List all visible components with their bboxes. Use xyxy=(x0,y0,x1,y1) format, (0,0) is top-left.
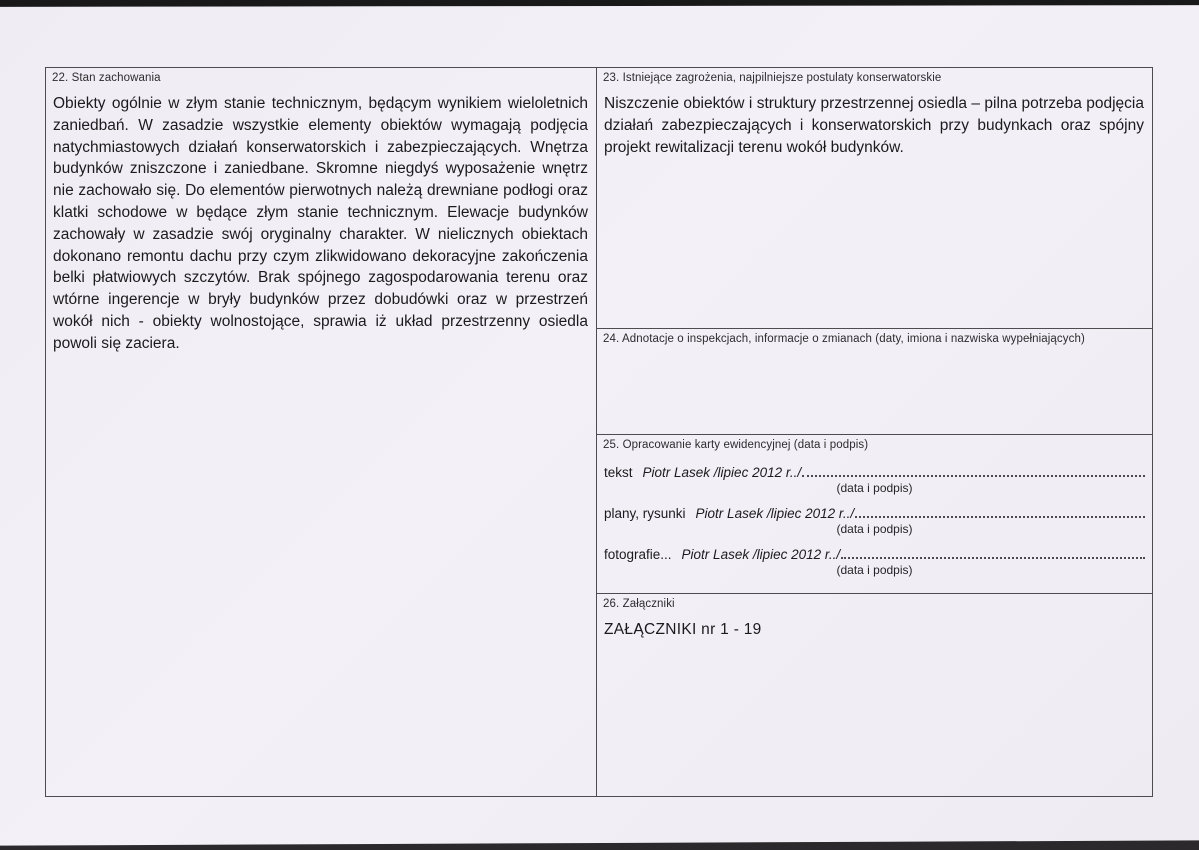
signature-line xyxy=(604,506,1145,521)
right-column xyxy=(597,68,1152,796)
section-22-cell xyxy=(46,68,597,796)
section-26-header: 26. Załączniki xyxy=(603,598,675,610)
signature-value: Piotr Lasek /lipiec 2012 r../ xyxy=(642,465,802,480)
signature-block xyxy=(597,465,1152,577)
signature-caption: (data i podpis) xyxy=(836,481,913,495)
signature-value: Piotr Lasek /lipiec 2012 r../ xyxy=(695,506,855,521)
signature-label: plany, rysunki xyxy=(604,506,686,521)
section-22-text: Obiekty ogólnie w złym stanie technicznym, będącym wynikiem wieloletnich zaniedbań. W zasadzie wszystkie elementy obiektów wymagają podjęcia natychmiastowych działań konserwatorskich i zabezpieczających. Wnętrza budynków zniszczone i zaniedbane. Skromne niegdyś wyposażenie wnętrz nie zachowało się. Do elementów pierwotnych należą drewniane podłogi oraz klatki schodowe w będące złym stanie technicznym. Elewacje budynków zachowały w zasadzie swój oryginalny charakter. W nielicznych obiektach dokonano remontu dachu przy czym zlikwidowano dekoracyjne zakończenia belki płatwiowych szczytów. Brak spójnego zagospodarowania terenu oraz wtórne ingerencje w bryły budynków przez dobudówki oraz w przestrzeń wokół nich - obiekty wolnostojące, sprawia iż układ przestrzenny osiedla powoli się zaciera. xyxy=(53,95,588,352)
section-22-header: 22. Stan zachowania xyxy=(52,72,161,84)
section-23-cell xyxy=(597,68,1152,328)
section-23-header: 23. Istniejące zagrożenia, najpilniejsze postulaty konserwatorskie xyxy=(603,72,942,84)
section-26-cell xyxy=(597,593,1152,796)
section-24-header: 24. Adnotacje o inspekcjach, informacje o zmianach (daty, imiona i nazwiska wypełniających) xyxy=(603,333,1085,345)
section-24-cell xyxy=(597,328,1152,434)
signature-row-text xyxy=(604,465,1145,495)
dotted-leader xyxy=(855,516,1145,518)
attachments-text: ZAŁĄCZNIKI nr 1 - 19 xyxy=(604,621,762,638)
signature-row-plans xyxy=(604,506,1145,536)
scan-edge-top xyxy=(0,0,1199,7)
scan-edge-bottom xyxy=(0,840,1199,850)
signature-line xyxy=(604,465,1145,480)
section-25-cell xyxy=(597,434,1152,593)
dotted-leader xyxy=(841,557,1145,559)
signature-line xyxy=(604,547,1145,562)
signature-value: Piotr Lasek /lipiec 2012 r../ xyxy=(681,547,841,562)
dotted-leader xyxy=(802,475,1145,477)
signature-caption: (data i podpis) xyxy=(836,563,913,577)
signature-caption: (data i podpis) xyxy=(836,522,913,536)
signature-label: tekst xyxy=(604,465,633,480)
signature-row-photos xyxy=(604,547,1145,577)
record-card-table xyxy=(45,67,1153,797)
signature-label: fotografie... xyxy=(604,547,672,562)
section-23-text: Niszczenie obiektów i struktury przestrzennej osiedla – pilna potrzeba podjęcia działań zabezpieczających i konserwatorskich przy budynkach oraz spójny projekt rewitalizacji terenu wokół budynków. xyxy=(604,95,1144,156)
section-25-header: 25. Opracowanie karty ewidencyjnej (data i podpis) xyxy=(603,439,869,451)
